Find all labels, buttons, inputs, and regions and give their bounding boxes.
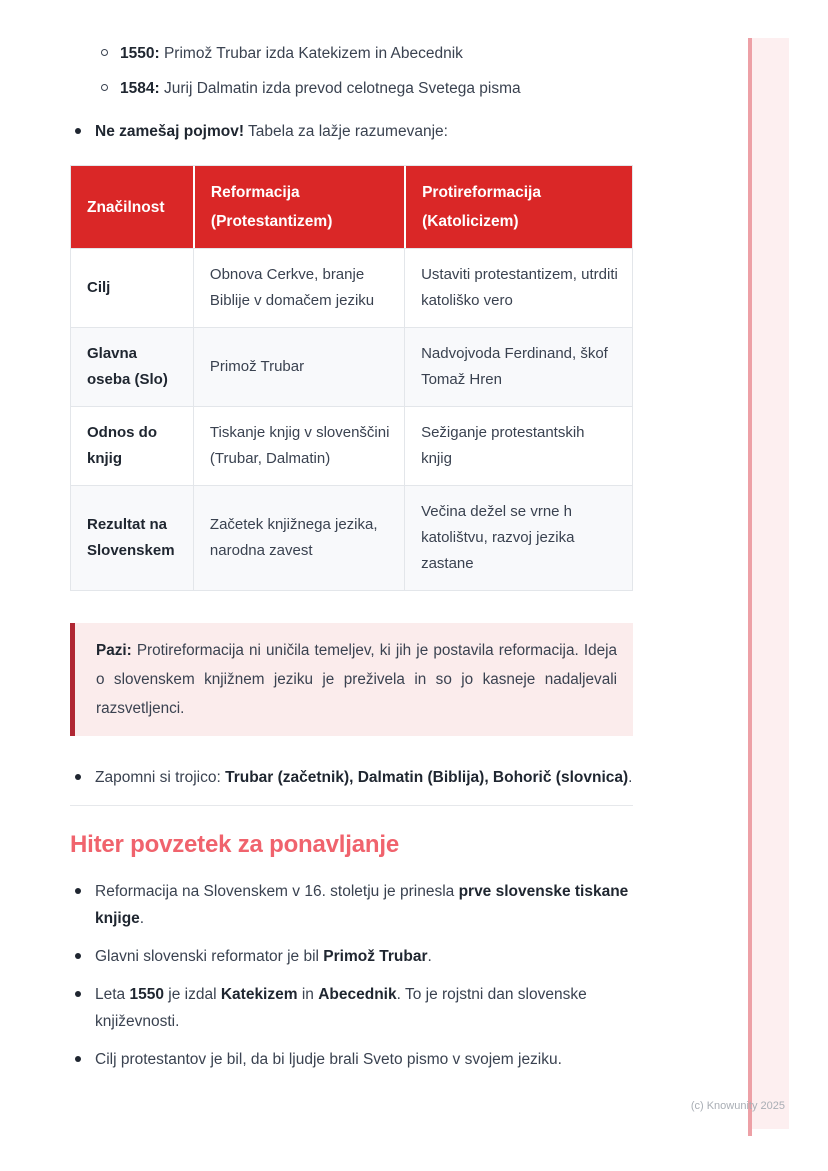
- table-cell: Nadvojvoda Ferdinand, škof Tomaž Hren: [404, 327, 632, 406]
- table-row: [71, 327, 632, 406]
- list-item: [70, 40, 633, 67]
- summary-list: [70, 878, 633, 1073]
- page-edge-band: [748, 38, 789, 1129]
- table-row: [71, 485, 632, 590]
- list-item: [70, 1046, 633, 1073]
- section-divider: [70, 805, 633, 806]
- bullet-circle-icon: [101, 84, 108, 91]
- table-cell: Obnova Cerkve, branje Biblije v domačem jeziku: [193, 248, 404, 327]
- list-item: [70, 75, 633, 102]
- row-label: Glavna oseba (Slo): [71, 327, 193, 406]
- list-item: [70, 764, 633, 791]
- table-header-row: [71, 166, 632, 248]
- row-label: Cilj: [71, 248, 193, 327]
- list-item: [70, 943, 633, 970]
- table-cell: Primož Trubar: [193, 327, 404, 406]
- bullet-disc-icon: [75, 1056, 81, 1062]
- table-cell: Večina dežel se vrne h katolištvu, razvoj jezika zastane: [404, 485, 632, 590]
- bullet-disc-icon: [75, 888, 81, 894]
- column-header: Protireformacija (Katolicizem): [404, 166, 632, 248]
- warning-callout: [70, 623, 633, 736]
- table-row: [71, 248, 632, 327]
- list-item-text: Leta 1550 je izdal Katekizem in Abecednik. To je rojstni dan slovenske književnosti.: [95, 986, 587, 1030]
- list-item-text: Zapomni si trojico: Trubar (začetnik), Dalmatin (Biblija), Bohorič (slovnica).: [95, 769, 633, 786]
- list-item: [70, 118, 633, 145]
- comparison-table: [70, 165, 633, 591]
- column-header: Reformacija (Protestantizem): [193, 166, 404, 248]
- table-row: [71, 406, 632, 485]
- page-edge-line: [748, 38, 752, 1136]
- list-item: [70, 981, 633, 1035]
- column-header: Značilnost: [71, 166, 193, 248]
- callout-text: Pazi: Protireformacija ni uničila temeljev, ki jih je postavila reformacija. Ideja o slovenskem knjižnem jeziku je preživela in so jo kasneje nadaljevali razsvetljenci.: [96, 642, 617, 717]
- bullet-disc-icon: [75, 953, 81, 959]
- list-item-text: 1584: Jurij Dalmatin izda prevod celotnega Svetega pisma: [120, 80, 521, 97]
- row-label: Rezultat na Slovenskem: [71, 485, 193, 590]
- table-cell: Začetek knjižnega jezika, narodna zavest: [193, 485, 404, 590]
- bullet-disc-icon: [75, 128, 81, 134]
- table-cell: Ustaviti protestantizem, utrditi katoliško vero: [404, 248, 632, 327]
- bullet-disc-icon: [75, 774, 81, 780]
- copyright-footer: (c) Knowunity 2025: [690, 1100, 785, 1112]
- list-item-text: 1550: Primož Trubar izda Katekizem in Abecednik: [120, 45, 463, 62]
- table-cell: Tiskanje knjig v slovenščini (Trubar, Dalmatin): [193, 406, 404, 485]
- list-item-text: Ne zamešaj pojmov! Tabela za lažje razumevanje:: [95, 123, 448, 140]
- bullet-circle-icon: [101, 49, 108, 56]
- list-item-text: Glavni slovenski reformator je bil Primož Trubar.: [95, 948, 432, 965]
- bullet-disc-icon: [75, 991, 81, 997]
- document-content: [70, 40, 633, 1084]
- list-item-text: Reformacija na Slovenskem v 16. stoletju je prinesla prve slovenske tiskane knjige.: [95, 883, 629, 927]
- section-heading: Hiter povzetek za ponavljanje: [70, 831, 399, 858]
- table-cell: Sežiganje protestantskih knjig: [404, 406, 632, 485]
- row-label: Odnos do knjig: [71, 406, 193, 485]
- list-item-text: Cilj protestantov je bil, da bi ljudje brali Sveto pismo v svojem jeziku.: [95, 1051, 562, 1068]
- list-item: [70, 878, 633, 932]
